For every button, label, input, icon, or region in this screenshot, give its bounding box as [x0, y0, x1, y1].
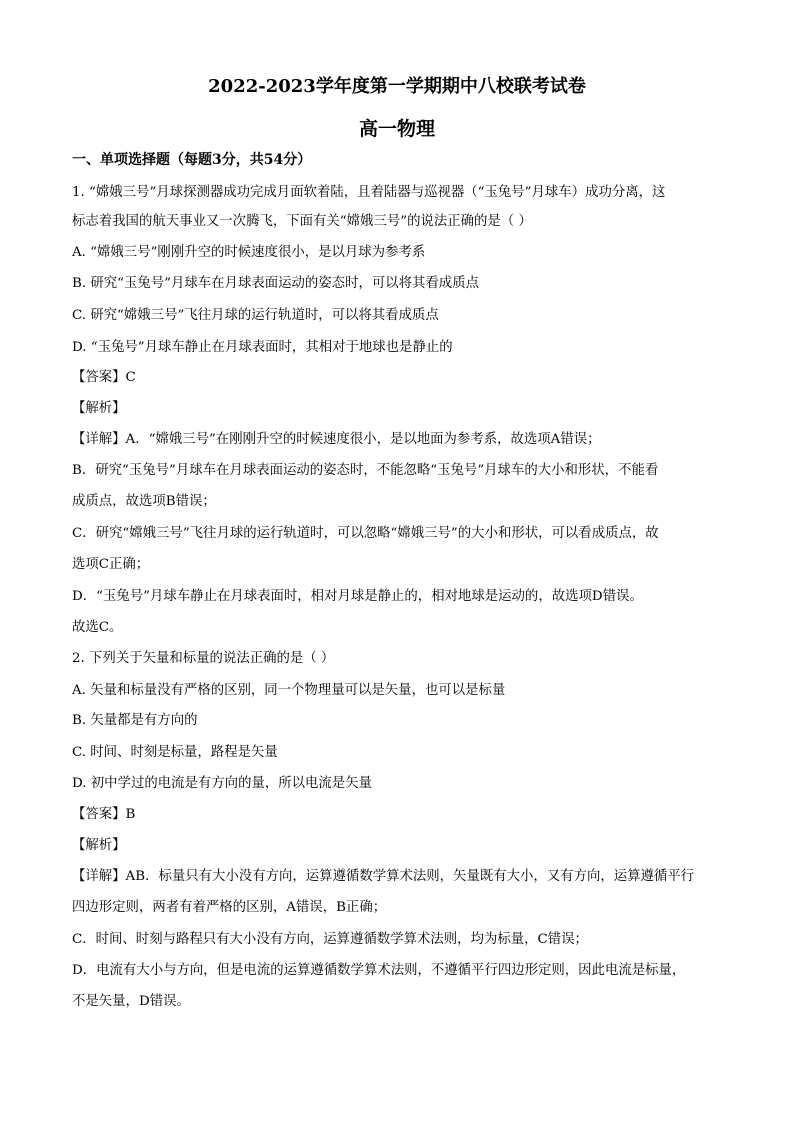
q2-detail-line1: 【详解】AB．标量只有大小没有方向，运算遵循数学算术法则，矢量既有大小，又有方向，运算遵循平行	[72, 869, 695, 884]
q1-detail-line4: C．研究“嫦娥三号”飞往月球的运行轨道时，可以忽略“嫦娥三号”的大小和形状，可以看成质点，故	[72, 526, 659, 541]
q2-detail-line2: 四边形定则，两者有着严格的区别，A错误，B正确；	[72, 900, 387, 915]
q2-detail-line3: C．时间、时刻与路程只有大小没有方向，运算遵循数学算术法则，均为标量，C错误；	[72, 932, 588, 947]
q1-option-b: B. 研究“玉兔号”月球车在月球表面运动的姿态时，可以将其看成质点	[72, 276, 479, 291]
q2-answer: 【答案】B	[72, 807, 136, 822]
q2-option-a: A. 矢量和标量没有严格的区别，同一个物理量可以是矢量，也可以是标量	[72, 683, 506, 698]
q1-stem-line2: 标志着我国的航天事业又一次腾飞，下面有关“嫦娥三号”的说法正确的是（ ）	[72, 214, 532, 229]
q2-analysis-label: 【解析】	[72, 838, 126, 853]
exam-title: 2022-2023学年度第一学期期中八校联考试卷	[208, 76, 586, 97]
q1-detail-line5: 选项C正确；	[72, 557, 150, 572]
q1-option-a: A. “嫦娥三号”刚刚升空的时候速度很小，是以月球为参考系	[72, 245, 426, 260]
q1-detail-line3: 成质点，故选项B错误；	[72, 494, 216, 509]
q1-detail-line6: D．“玉兔号”月球车静止在月球表面时，相对月球是静止的，相对地球是运动的，故选项D错误。	[72, 589, 643, 604]
q1-detail-line2: B．研究“玉兔号”月球车在月球表面运动的姿态时，不能忽略“玉兔号”月球车的大小和形状，不能看	[72, 463, 659, 478]
q1-detail-line1: 【详解】A．“嫦娥三号”在刚刚升空的时候速度很小，是以地面为参考系，故选项A错误；	[72, 432, 601, 447]
q1-analysis-label: 【解析】	[72, 401, 126, 416]
q1-stem-line1: 1. “嫦娥三号”月球探测器成功完成月面软着陆，且着陆器与巡视器（“玉兔号”月球车）成功分离，这	[72, 185, 666, 200]
q2-detail-line5: 不是矢量，D错误。	[72, 994, 190, 1009]
q1-option-c: C. 研究“嫦娥三号”飞往月球的运行轨道时，可以将其看成质点	[72, 308, 439, 323]
q2-option-c: C. 时间、时刻是标量，路程是矢量	[72, 745, 278, 760]
subject-title: 高一物理	[358, 118, 435, 140]
q1-answer: 【答案】C	[72, 370, 136, 385]
q2-stem: 2. 下列关于矢量和标量的说法正确的是（ ）	[72, 651, 335, 666]
section-heading: 一、单项选择题（每题3分，共54分）	[72, 152, 312, 168]
q2-option-d: D. 初中学过的电流是有方向的量，所以电流是矢量	[72, 776, 372, 791]
q1-option-d: D. “玉兔号”月球车静止在月球表面时，其相对于地球也是静止的	[72, 340, 453, 355]
q2-option-b: B. 矢量都是有方向的	[72, 713, 198, 728]
q2-detail-line4: D．电流有大小与方向，但是电流的运算遵循数学算术法则，不遵循平行四边形定则，因此电流是标量，	[72, 963, 686, 978]
q1-detail-line7: 故选C。	[72, 620, 123, 635]
